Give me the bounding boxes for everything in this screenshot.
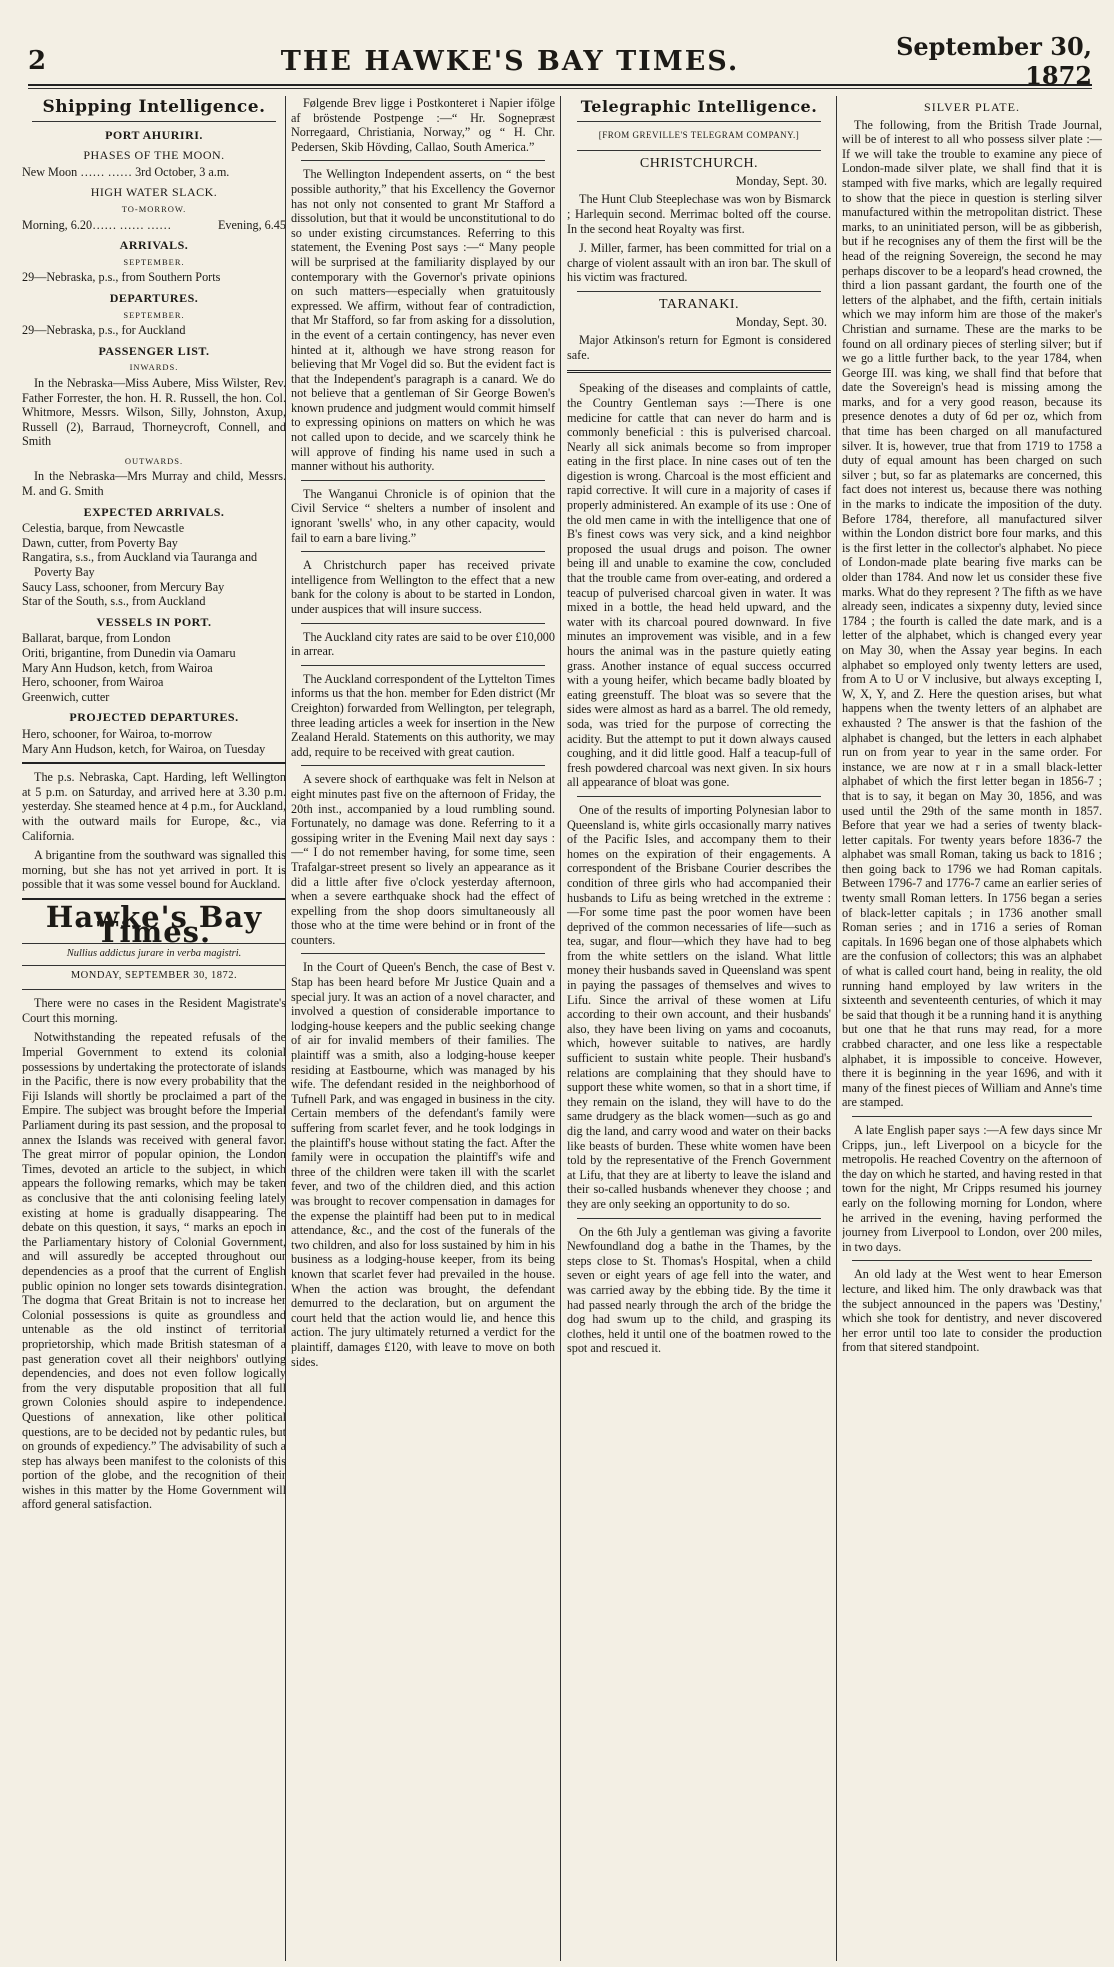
column-2 xyxy=(291,96,555,1961)
inwards-label: INWARDS. xyxy=(129,362,179,373)
article-paragraph: One of the results of importing Polynesian labor to Queensland is, white girls occasionally marry natives of the Pacific Isles, and accompany them to their homes on the expiration of their engagements. A correspondent of the Brisbane Courier describes the condition of three girls who had accompanied their husbands to Lifu as being wretched in the extreme :—For some time past the poor women have been deprived of the common necessaries of life—such as tea, sugar, and flour—which they have had to beg from the white settlers on the island. What little money their husbands saved in Queensland was spent in paying the passages of themselves and wives to Lifu. Since the arrival of these women at Lifu according to their own account, and their husbands' also, they have been living on yams and cocoanuts, which, however suitable to natives, are hardly sufficient to sustain white people. Their husband's relations are complaining that they should have to support these white women, so that in a short time, if they remain on the island, they will have to do the same drudgery as the black women—such as go and dig the land, and carry wood and water on their backs like beasts of burden. These white women have been told by the representative of the French Government at Lifu, that they are at liberty to leave the island and their so-called husbands whenever they choose ; and they are only seeking an opportunity to do so. xyxy=(567,802,831,1211)
divider xyxy=(301,551,545,552)
article-paragraph: An old lady at the West went to hear Emerson lecture, and liked him. The only drawback was that the subject announced in the papers was 'Destiny,' which she took for dentistry, and never discovered her error until too late to consider the production from that sitered standpoint. xyxy=(842,1267,1102,1355)
passenger-heading: PASSENGER LIST. xyxy=(98,343,210,358)
departure-entry: 29—Nebraska, p.s., for Auckland xyxy=(22,323,186,338)
divider xyxy=(32,121,276,122)
inwards-list: In the Nebraska—Miss Aubere, Miss Wilster, Rev. Father Forrester, the hon. H. R. Russell, the hon. Col. Whitmore, Messrs. Wilson, Silly, Johnston, Axup, Russell (2), Barraud, Thorneycroft, Connell, and Smith xyxy=(22,375,286,449)
tomorrow-label: TO-MORROW. xyxy=(121,203,187,214)
divider xyxy=(301,665,545,666)
taranaki-date: Monday, Sept. 30. xyxy=(735,314,827,329)
divider xyxy=(577,1218,821,1219)
article-paragraph: In the Court of Queen's Bench, the case of Best v. Stap has been heard before Mr Justice Quain and a special jury. It was an action of a novel character, and involved a question of considerable importance to lodging-house keepers and the public seeking change of air for invalid members of their families. The plaintiff was a smith, also a lodging-house keeper residing at Eastbourne, which was managed by his wife. The defendant resided in the neighborhood of Tufnell Park, and was engaged in business in the city. Certain members of the defendant's family were suffering from scarlet fever, and he took lodgings in the plaintiff's house without stating the fact. After the family were in occupation the plaintiff's wife and three of the children were taken ill with the scarlet fever, and two of the children died, and this action was brought to recover compensation in damages for the expense the plaintiff had been put to in medical attendance, &c., and the cost of the funerals of the two children, and also for loss sustained by him in his business as a lodging-house keeper, from its being known that scarlet fever had prevailed in the house. When the action was brought, the defendant demurred to the declaration, but on argument the court held that the action would lie, and hence this action. The jury ultimately returned a verdict for the plaintiff, damages £120, with leave to move on both sides. xyxy=(291,960,555,1369)
nameplate: Hawke's Bay Times. xyxy=(45,899,263,949)
list-item: Mary Ann Hudson, ketch, from Wairoa xyxy=(22,660,213,675)
christchurch-date: Monday, Sept. 30. xyxy=(735,173,827,188)
column-3 xyxy=(567,96,831,1961)
article-paragraph: The Wanganui Chronicle is of opinion that the Civil Service “ shelters a number of insolent and ignorant 'swells' who, in any other capacity, would fail to earn a bare living.” xyxy=(291,486,555,545)
tide-times xyxy=(22,218,286,233)
divider xyxy=(577,796,821,797)
article-paragraph: A brigantine from the southward was signalled this morning, but she has not yet arrived in port. It is possible that it was some vessel bound for Auckland. xyxy=(22,848,286,892)
article-paragraph: The p.s. Nebraska, Capt. Harding, left Wellington at 5 p.m. on Saturday, and arrived here at 3.30 p.m. yesterday. She steamed hence at 4 p.m., for Auckland, with the outward mails for Europe, &c., via California. xyxy=(22,770,286,843)
article-paragraph: The Hunt Club Steeplechase was won by Bismarck ; Harlequin second. Merrimac bolted off the course. In the second heat Royalty was first. xyxy=(567,192,831,236)
list-item: Rangatira, s.s., from Auckland via Tauranga and Poverty Bay xyxy=(22,550,258,580)
article-paragraph: There were no cases in the Resident Magistrate's Court this morning. xyxy=(22,996,286,1025)
article-paragraph: The Auckland correspondent of the Lyttelton Times informs us that the hon. member for Eden district (Mr Creighton) forwarded from Wellington, per telegraph, three leading articles a week for insertion in the New Zealand Herald. Statements on this authority, we may add, require to be received with great caution. xyxy=(291,671,555,759)
header-rule xyxy=(28,88,1092,89)
article-paragraph: Følgende Brev ligge i Postkonteret i Napier ifölge af bröstende Postpenge :—“ Hr. Sognepræst Norregaard, Christiania, Norway,” og “ H. Chr. Pedersen, Skib Hövding, Callao, South America.” xyxy=(291,96,555,154)
list-item: Star of the South, s.s., from Auckland xyxy=(22,594,206,609)
vessels-heading: VESSELS IN PORT. xyxy=(96,614,212,629)
divider xyxy=(22,965,286,966)
divider xyxy=(852,1260,1092,1261)
departures-month: SEPTEMBER. xyxy=(123,309,185,320)
motto: Nullius addictus jurare in verba magistri. xyxy=(66,948,242,960)
new-moon-line: New Moon …… …… 3rd October, 3 a.m. xyxy=(22,164,230,179)
divider xyxy=(852,1116,1092,1117)
article-paragraph: On the 6th July a gentleman was giving a favorite Newfoundland dog a bathe in the Thames, by the steps close to St. Thomas's Hospital, when a child seven or eight years of age fell into the water, and was carried away by the ebbing tide. By the time it had passed nearly through the arch of the bridge the dog had swum up to the child, and grasping its clothes, held it until one of the boatmen rowed to the spot and rescued it. xyxy=(567,1224,831,1356)
divider xyxy=(577,291,821,292)
list-item: Saucy Lass, schooner, from Mercury Bay xyxy=(22,579,225,594)
article-paragraph: J. Miller, farmer, has been committed for trial on a charge of violent assault with an iron bar. The skull of his victim was fractured. xyxy=(567,241,831,285)
arrivals-heading: ARRIVALS. xyxy=(119,238,189,253)
evening-tide: Evening, 6.45 xyxy=(217,217,286,232)
list-item: Celestia, barque, from Newcastle xyxy=(22,521,185,536)
list-item: Hero, schooner, for Wairoa, to-morrow xyxy=(22,726,213,741)
expected-heading: EXPECTED ARRIVALS. xyxy=(83,504,225,519)
arrivals-month: SEPTEMBER. xyxy=(123,256,185,267)
divider xyxy=(577,150,821,151)
shipping-heading: Shipping Intelligence. xyxy=(42,97,266,117)
issue-dateline: MONDAY, SEPTEMBER 30, 1872. xyxy=(70,969,238,981)
masthead xyxy=(28,32,1092,90)
outwards-label: OUTWARDS. xyxy=(124,455,184,466)
list-item: Oriti, brigantine, from Dunedin via Oamaru xyxy=(22,646,236,660)
column-1 xyxy=(22,96,286,1961)
phases-heading: PHASES OF THE MOON. xyxy=(83,148,225,163)
column-rule xyxy=(836,96,837,1961)
departures-heading: DEPARTURES. xyxy=(109,290,199,305)
article-paragraph: A Christchurch paper has received private intelligence from Wellington to the effect that a new bank for the colony is about to be started in London, under auspices that will insure success. xyxy=(291,558,555,616)
newspaper-title: THE HAWKE'S BAY TIMES. xyxy=(280,45,740,77)
article-paragraph: Major Atkinson's return for Egmont is considered safe. xyxy=(567,333,831,362)
article-paragraph: The Wellington Independent asserts, on “ the best possible authority,” that his Excellency the Governor has not only not consented to grant Mr Stafford a dissolution, but that it would be unconstitutional to do so under existing circumstances. Referring to this statement, the Evening Post says :—“ Many people will be surprised at the familiarity displayed by our contemporary with the Governor's private opinions on such matters—especially when gratuitously expressed. We affirm, without fear of contradiction, that Mr Stafford, so far from asking for a dissolution, in the event of a certain contingency, has never even hinted at it, although we have strong reason for believing that Mr Vogel did so. But the evident fact is that the Independent's paragraph is a canard. We do not believe that a gentleman of Sir George Bowen's known prudence and judgment would commit himself to expressing opinions on matters on which he was not called upon to decide, and we scarcely think he will approve of finding his name used in such a manner without his authority. xyxy=(291,167,555,474)
list-item: Mary Ann Hudson, ketch, for Wairoa, on Tuesday xyxy=(22,741,266,756)
arrival-entry: 29—Nebraska, p.s., from Southern Ports xyxy=(22,270,221,285)
column-4 xyxy=(842,96,1102,1961)
list-item: Ballarat, barque, from London xyxy=(22,631,171,646)
divider xyxy=(567,370,831,373)
divider xyxy=(577,121,821,122)
silver-plate-heading: SILVER PLATE. xyxy=(924,100,1020,114)
christchurch-heading: CHRISTCHURCH. xyxy=(639,156,759,172)
divider xyxy=(301,623,545,624)
list-item: Dawn, cutter, from Poverty Bay xyxy=(22,535,178,550)
divider xyxy=(22,762,286,764)
divider xyxy=(301,953,545,954)
high-water-heading: HIGH WATER SLACK. xyxy=(90,185,218,200)
article-paragraph: Speaking of the diseases and complaints of cattle, the Country Gentleman says :—There is one medicine for cattle that can never do harm and is commonly beneficial : this is pulverised charcoal. Nearly all sick animals become so from improper eating in the first place. In nine cases out of ten the digestion is wrong. Charcoal is the most efficient and rapid corrective. It will cure in a majority of cases if properly administered. An example of its use : One of the old men came in with the intelligence that one of B's finest cows was very sick, and a kind neighbor proposed the usual drugs and poison. The owner being ill and unable to examine the cow, concluded that the trouble came from over-eating, and ordered a teacup of pulverised charcoal given in water. It was mixed in a bottle, the head held upward, and the water with its charcoal poured downward. In five minutes an improvement was visible, and in a few hours the animal was in the pasture quietly eating grass. Another instance of equal success occurred with a young heifer, which became badly bloated by eating greenstuff. The bloat was so severe that the sides were almost as hard as a barrel. The old remedy, soda, was tried for the purpose of correcting the acidity. But the attempt to put it down always caused coughing, and it did little good. Half a teacup-full of fresh powdered charcoal was next given. In six hours all appearance of bloat was gone. xyxy=(567,381,831,790)
article-paragraph: Notwithstanding the repeated refusals of the Imperial Government to extend its colonial possessions by undertaking the protectorate of islands in the Pacific, there is now every probability that the Fiji Islands will shortly be proclaimed a part of the Empire. The subject was brought before the Imperial Parliament during its past session, and the proposal to annex the Islands was received with general favor. The great mirror of popular opinion, the London Times, devoted an article to the subject, in which appears the following remarks, which may be taken as conclusive that the anti colonising feeling lately existing at home is gradually disappearing. The debate on this question, it says, “ marks an epoch in the Parliamentary history of Colonial Government, and will assuredly be accepted throughout our dependencies as a proof that the current of English public opinion no longer sets towards disintegration. The dogma that Great Britain is not to increase her Colonial possessions is quite as groundless and untenable as the old instinct of territorial proprietorship, which made British statesman of a past generation covet all their neighbors' outlying dependencies, and does not even follow logically from the very disputable proposition that all full grown Colonies should aspire to independence. Questions of annexation, like other political questions, are to be decided not by pedantic rules, but on grounds of expediency.” The advisability of such a step has always been manifest to the colonists of this portion of the globe, and the recognition of their wishes in this matter by the Home Government will afford general satisfaction. xyxy=(22,1030,286,1512)
divider xyxy=(22,989,286,990)
column-rule xyxy=(560,96,561,1961)
port-heading: PORT AHURIRI. xyxy=(105,127,203,142)
list-item: Hero, schooner, from Wairoa xyxy=(22,675,164,690)
article-paragraph: The Auckland city rates are said to be over £10,000 in arrear. xyxy=(291,629,555,659)
morning-tide: Morning, 6.20…… …… …… xyxy=(22,217,172,232)
page-number: 2 xyxy=(28,46,47,76)
article-paragraph: A late English paper says :—A few days since Mr Cripps, jun., left Liverpool on a bicycle for the metropolis. He reached Coventry on the afternoon of the day on which he started, and having rested in that town for the night, Mr Cripps resumed his journey early on the following morning for London, where he arrived in the evening, having performed the journey from Liverpool to London, over 200 miles, in two days. xyxy=(842,1122,1102,1254)
divider xyxy=(301,160,545,161)
article-paragraph: The following, from the British Trade Journal, will be of interest to all who possess silver plate :—If we will take the trouble to examine any piece of London-made silver plate, we shall find that it is stamped with five marks, which are legally required to show that the piece in question is sterling silver manufactured within the metropolitan district. These marks, to an uninitiated person, will be as gibberish, but if he recognises any of them the first will be the head of the reigning Sovereign, the second he may perhaps discover to be a leopard's head crowned, the third a lion passant gardant, the fourth one of the letters of the alphabet, and the fifth, certain initials which we may inform him are those of the maker's Christian and surname. These are the marks to be found on all ordinary pieces of sterling silver; but if we go a little further back, to the year 1784, when George III. was king, we shall find that before that date the Sovereign's head is missing among the marks, and for a very good reason, because its presence denotes a duty of 6d per oz, which from that time has been charged on all manufactured silver. It is, however, true that from 1719 to 1758 a duty of equal amount has been charged on such silver ; but, so far as platemarks are concerned, this fact does not interest us, because there was nothing in the marks to indicate the imposition of the duty. Before 1784, therefore, all manufactured silver within the London district bore four marks, and this is the first letter in the collector's alphabet. No piece of London-made plate bearing five marks can be older than 1784. And now let us consider these five marks. What do they represent ? The fifth as we have already seen, indicates a sixpenny duty, levied since 1784 ; the fourth is called the date mark, and is a letter of the alphabet, which is changed every year on May 30, when the Assay year begins. In each alphabet so employed only twenty letters are used, from A to U or V inclusive, but always excepting I, W, X, Y, and Z. Here the question arises, but what happens when the twenty letters of an alphabet are exhausted ? The answer is that the fashion of the alphabet is changed, but the letters in each alphabet run on from year to year in the same order. For instance, we are now at r in a small black-letter alphabet of which the first letter began in 1856-7 ; that is to say, it began on May 30, 1856, and was used until the 29th of the same month in 1857. Before that year we had a series of twenty black-letter capitals. For twenty years before 1836-7 the alphabet was small Roman, taking us back to 1816 ; then going back to 1796 we had Roman capitals. Between 1796-7 and 1776-7 came an earlier series of twenty small Roman letters. In 1756 began a series of black-letter capitals ; in 1736 another small Roman series ; and in 1716 a series of Roman capitals. In 1696 began one of those alphabets which are the confusion of collectors; this was an alphabet of what is called court hand, being in reality, the old running hand employed by law writers in the sixteenth and seventeenth centuries, of which it may be said that though it be a running hand it is anything but one that he that runs may read, for a more crabbed character, and one less like a respectable alphabet, it is impossible to conceive. However, there it is beginning in the year 1696, and with it many of the finest pieces of William and Anne's time are stamped. xyxy=(842,117,1102,1110)
telegram-source: [FROM GREVILLE'S TELEGRAM COMPANY.] xyxy=(598,129,800,140)
telegraphic-heading: Telegraphic Intelligence. xyxy=(580,97,818,116)
taranaki-heading: TARANAKI. xyxy=(659,296,739,312)
divider xyxy=(301,480,545,481)
outwards-list: In the Nebraska—Mrs Murray and child, Messrs. M. and G. Smith xyxy=(22,469,286,499)
projected-heading: PROJECTED DEPARTURES. xyxy=(69,710,239,725)
divider xyxy=(301,765,545,766)
page-date: September 30, 1872 xyxy=(896,32,1092,90)
list-item: Greenwich, cutter xyxy=(22,689,110,704)
article-paragraph: A severe shock of earthquake was felt in Nelson at eight minutes past five on the afternoon of Friday, the 20th inst., accompanied by a loud rumbling sound. Fortunately, no damage was done. Referring to it a gossiping writer in the Evening Mail next day says :—“ I do not remember having, for some time, seen Trafalgar-street present so lively an appearance as it did a little after five o'clock yesterday afternoon, when a severe earthquake shock had the effect of expelling from the shop doors simultaneously all those who at the time were behind or in front of the counters. xyxy=(291,772,555,947)
